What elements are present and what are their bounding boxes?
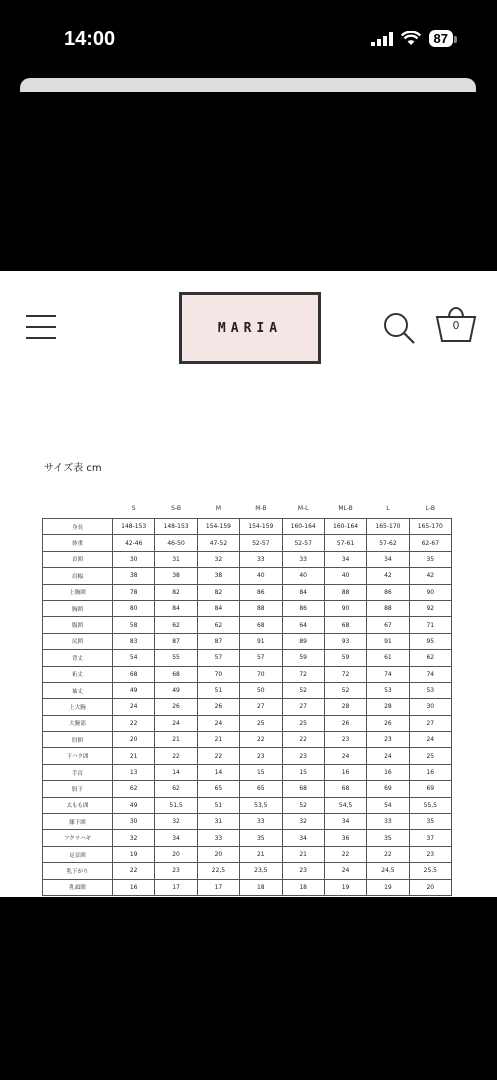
measurement-value: 68 (240, 617, 282, 633)
measurement-value: 42 (367, 568, 409, 584)
measurement-label: 身長 (43, 519, 113, 535)
measurement-value: 57-61 (324, 535, 366, 551)
measurement-label: 肩幅 (43, 568, 113, 584)
measurement-value: 65 (240, 781, 282, 797)
table-row (43, 863, 452, 879)
measurement-value: 22 (282, 732, 324, 748)
measurement-value: 57 (240, 650, 282, 666)
measurement-value: 54 (113, 650, 155, 666)
table-row (43, 830, 452, 846)
table-row (43, 764, 452, 780)
measurement-value: 93 (324, 633, 366, 649)
measurement-value: 32 (197, 551, 239, 567)
measurement-value: 88 (240, 600, 282, 616)
web-page (0, 271, 497, 897)
table-row (43, 650, 452, 666)
measurement-value: 21 (155, 732, 197, 748)
measurement-value: 13 (113, 764, 155, 780)
measurement-value: 32 (155, 814, 197, 830)
measurement-value: 90 (409, 584, 451, 600)
table-row (43, 568, 452, 584)
measurement-value: 33 (282, 551, 324, 567)
measurement-value: 49 (113, 797, 155, 813)
measurement-value: 74 (409, 666, 451, 682)
battery-indicator: 87 (429, 30, 453, 47)
table-row (43, 584, 452, 600)
measurement-value: 95 (409, 633, 451, 649)
measurement-label: 袖丈 (43, 682, 113, 698)
measurement-value: 82 (155, 584, 197, 600)
measurement-value: 59 (324, 650, 366, 666)
measurement-value: 22 (324, 846, 366, 862)
measurement-value: 62 (155, 617, 197, 633)
size-table-body (43, 519, 452, 896)
measurement-value: 17 (155, 879, 197, 895)
measurement-value: 40 (324, 568, 366, 584)
measurement-value: 62-67 (409, 535, 451, 551)
sheet-handle-area (20, 78, 476, 92)
measurement-value: 92 (409, 600, 451, 616)
measurement-value: 83 (113, 633, 155, 649)
measurement-label: 裄丈 (43, 666, 113, 682)
measurement-value: 14 (155, 764, 197, 780)
measurement-value: 58 (113, 617, 155, 633)
measurement-value: 55 (155, 650, 197, 666)
table-row (43, 666, 452, 682)
measurement-value: 68 (113, 666, 155, 682)
measurement-value: 38 (197, 568, 239, 584)
measurement-value: 160-164 (324, 519, 366, 535)
measurement-value: 154-159 (240, 519, 282, 535)
measurement-value: 24 (113, 699, 155, 715)
measurement-value: 21 (113, 748, 155, 764)
measurement-value: 46-50 (155, 535, 197, 551)
measurement-value: 62 (113, 781, 155, 797)
measurement-label: 肘囲 (43, 732, 113, 748)
measurement-value: 74 (367, 666, 409, 682)
measurement-value: 68 (324, 617, 366, 633)
status-icons (371, 30, 453, 47)
measurement-value: 25 (409, 748, 451, 764)
measurement-label: 背丈 (43, 650, 113, 666)
measurement-value: 57 (197, 650, 239, 666)
measurement-label: 体重 (43, 535, 113, 551)
measurement-value: 30 (113, 814, 155, 830)
measurement-value: 88 (367, 600, 409, 616)
measurement-value: 47-52 (197, 535, 239, 551)
table-row (43, 699, 452, 715)
table-row (43, 846, 452, 862)
measurement-label: フクラハギ (43, 830, 113, 846)
table-row (43, 748, 452, 764)
measurement-value: 31 (155, 551, 197, 567)
measurement-value: 82 (197, 584, 239, 600)
measurement-value: 27 (282, 699, 324, 715)
measurement-value: 68 (282, 781, 324, 797)
table-row (43, 600, 452, 616)
measurement-value: 72 (324, 666, 366, 682)
size-column-header: S (131, 504, 136, 512)
measurement-value: 22 (155, 748, 197, 764)
measurement-value: 23 (409, 846, 451, 862)
measurement-value: 16 (367, 764, 409, 780)
measurement-value: 53 (367, 682, 409, 698)
measurement-label: 乳下がり (43, 863, 113, 879)
measurement-value: 14 (197, 764, 239, 780)
size-column-header: M-B (255, 504, 267, 512)
measurement-value: 69 (409, 781, 451, 797)
measurement-value: 88 (324, 584, 366, 600)
measurement-value: 68 (324, 781, 366, 797)
measurement-value: 91 (367, 633, 409, 649)
measurement-value: 59 (282, 650, 324, 666)
measurement-value: 34 (324, 551, 366, 567)
menu-icon-bar (26, 326, 56, 328)
measurement-value: 34 (282, 830, 324, 846)
measurement-value: 22 (197, 748, 239, 764)
table-row (43, 814, 452, 830)
measurement-value: 22 (113, 715, 155, 731)
measurement-value: 55,5 (409, 797, 451, 813)
measurement-value: 30 (113, 551, 155, 567)
measurement-value: 50 (240, 682, 282, 698)
measurement-value: 33 (240, 551, 282, 567)
size-table-head (43, 498, 452, 519)
measurement-value: 34 (155, 830, 197, 846)
measurement-value: 87 (155, 633, 197, 649)
cart-count: 0 (452, 319, 460, 332)
measurement-value: 62 (197, 617, 239, 633)
measurement-value: 21 (282, 846, 324, 862)
measurement-value: 16 (324, 764, 366, 780)
measurement-value: 18 (240, 879, 282, 895)
measurement-label: 首囲 (43, 551, 113, 567)
table-row (43, 617, 452, 633)
size-table-corner (43, 498, 113, 519)
measurement-value: 25 (282, 715, 324, 731)
measurement-value: 34 (367, 551, 409, 567)
measurement-value: 38 (113, 568, 155, 584)
measurement-value: 165-170 (367, 519, 409, 535)
measurement-value: 70 (197, 666, 239, 682)
measurement-value: 22 (367, 846, 409, 862)
measurement-value: 24,5 (367, 863, 409, 879)
measurement-value: 25 (240, 715, 282, 731)
menu-icon-bar (26, 337, 56, 339)
table-row (43, 879, 452, 895)
measurement-value: 36 (324, 830, 366, 846)
measurement-value: 71 (409, 617, 451, 633)
measurement-value: 52 (282, 797, 324, 813)
measurement-value: 51 (197, 797, 239, 813)
measurement-value: 49 (113, 682, 155, 698)
status-bar (0, 0, 497, 80)
brand-logo-text: MARIA (217, 320, 283, 336)
measurement-value: 52 (282, 682, 324, 698)
measurement-label: 上胸囲 (43, 584, 113, 600)
measurement-value: 33 (367, 814, 409, 830)
measurement-value: 16 (113, 879, 155, 895)
measurement-value: 42 (409, 568, 451, 584)
measurement-value: 53 (409, 682, 451, 698)
measurement-value: 69 (367, 781, 409, 797)
measurement-value: 84 (197, 600, 239, 616)
measurement-label: 膝下囲 (43, 814, 113, 830)
measurement-value: 20 (113, 732, 155, 748)
measurement-value: 53,5 (240, 797, 282, 813)
table-row (43, 781, 452, 797)
brand-logo[interactable] (179, 292, 321, 364)
measurement-label: 股下 (43, 781, 113, 797)
measurement-value: 26 (367, 715, 409, 731)
measurement-value: 24 (324, 863, 366, 879)
measurement-value: 90 (324, 600, 366, 616)
search-icon[interactable] (382, 311, 416, 345)
measurement-value: 16 (409, 764, 451, 780)
measurement-value: 17 (197, 879, 239, 895)
measurement-value: 148-153 (113, 519, 155, 535)
measurement-value: 22 (113, 863, 155, 879)
measurement-label: 足首囲 (43, 846, 113, 862)
measurement-label: 大腕部 (43, 715, 113, 731)
size-column-header: M (215, 504, 222, 512)
menu-button[interactable] (26, 315, 56, 339)
measurement-value: 27 (409, 715, 451, 731)
measurement-value: 25,5 (409, 863, 451, 879)
measurement-value: 34 (324, 814, 366, 830)
measurement-value: 19 (324, 879, 366, 895)
measurement-value: 86 (282, 600, 324, 616)
measurement-value: 35 (240, 830, 282, 846)
measurement-value: 26 (324, 715, 366, 731)
measurement-value: 24 (155, 715, 197, 731)
menu-icon-bar (26, 315, 56, 317)
measurement-value: 21 (197, 732, 239, 748)
measurement-value: 61 (367, 650, 409, 666)
measurement-value: 24 (367, 748, 409, 764)
measurement-value: 62 (409, 650, 451, 666)
measurement-value: 87 (197, 633, 239, 649)
measurement-value: 35 (367, 830, 409, 846)
measurement-value: 20 (155, 846, 197, 862)
measurement-value: 51,5 (155, 797, 197, 813)
measurement-value: 65 (197, 781, 239, 797)
measurement-value: 160-164 (282, 519, 324, 535)
measurement-value: 27 (240, 699, 282, 715)
wifi-icon (401, 31, 421, 46)
measurement-label: 手首 (43, 764, 113, 780)
measurement-value: 20 (197, 846, 239, 862)
measurement-value: 54 (367, 797, 409, 813)
measurement-value: 165-170 (409, 519, 451, 535)
measurement-value: 91 (240, 633, 282, 649)
measurement-value: 23,5 (240, 863, 282, 879)
measurement-value: 28 (367, 699, 409, 715)
table-row (43, 797, 452, 813)
measurement-label: 胸囲 (43, 600, 113, 616)
measurement-value: 33 (240, 814, 282, 830)
measurement-label: 乳頭間 (43, 879, 113, 895)
table-row (43, 535, 452, 551)
measurement-value: 24 (324, 748, 366, 764)
cellular-signal-icon (371, 32, 393, 46)
measurement-value: 86 (367, 584, 409, 600)
measurement-value: 20 (409, 879, 451, 895)
measurement-value: 23 (240, 748, 282, 764)
measurement-value: 51 (197, 682, 239, 698)
measurement-value: 30 (409, 699, 451, 715)
measurement-label: 下ハク囲 (43, 748, 113, 764)
measurement-label: 腹囲 (43, 617, 113, 633)
table-row (43, 633, 452, 649)
measurement-value: 32 (282, 814, 324, 830)
size-column-header: S-B (171, 504, 181, 512)
measurement-value: 40 (282, 568, 324, 584)
measurement-value: 23 (282, 863, 324, 879)
measurement-value: 148-153 (155, 519, 197, 535)
measurement-value: 89 (282, 633, 324, 649)
table-row (43, 682, 452, 698)
measurement-value: 33 (197, 830, 239, 846)
measurement-value: 86 (240, 584, 282, 600)
measurement-value: 35 (409, 551, 451, 567)
measurement-value: 42-46 (113, 535, 155, 551)
measurement-value: 23 (367, 732, 409, 748)
size-table-caption: サイズ表 cm (44, 463, 102, 474)
size-column-header: L-B (425, 504, 435, 512)
measurement-value: 72 (282, 666, 324, 682)
measurement-value: 24 (197, 715, 239, 731)
measurement-value: 68 (155, 666, 197, 682)
measurement-label: 上大腕 (43, 699, 113, 715)
table-row (43, 715, 452, 731)
table-row (43, 551, 452, 567)
measurement-value: 23 (155, 863, 197, 879)
measurement-label: 太もも囲 (43, 797, 113, 813)
measurement-value: 80 (113, 600, 155, 616)
measurement-value: 52-57 (282, 535, 324, 551)
size-table (42, 498, 452, 896)
measurement-value: 49 (155, 682, 197, 698)
measurement-value: 64 (282, 617, 324, 633)
measurement-value: 15 (282, 764, 324, 780)
measurement-value: 19 (113, 846, 155, 862)
measurement-value: 52 (324, 682, 366, 698)
measurement-value: 23 (324, 732, 366, 748)
measurement-value: 67 (367, 617, 409, 633)
measurement-label: 尻囲 (43, 633, 113, 649)
table-row (43, 519, 452, 535)
measurement-value: 84 (282, 584, 324, 600)
measurement-value: 54,5 (324, 797, 366, 813)
measurement-value: 18 (282, 879, 324, 895)
measurement-value: 19 (367, 879, 409, 895)
measurement-value: 23 (282, 748, 324, 764)
measurement-value: 21 (240, 846, 282, 862)
measurement-value: 84 (155, 600, 197, 616)
measurement-value: 31 (197, 814, 239, 830)
measurement-value: 37 (409, 830, 451, 846)
measurement-value: 62 (155, 781, 197, 797)
size-table-header-row (43, 498, 452, 519)
status-time: 14:00 (64, 28, 116, 50)
measurement-value: 57-62 (367, 535, 409, 551)
measurement-value: 22,5 (197, 863, 239, 879)
measurement-value: 32 (113, 830, 155, 846)
measurement-value: 15 (240, 764, 282, 780)
measurement-value: 26 (197, 699, 239, 715)
measurement-value: 35 (409, 814, 451, 830)
measurement-value: 24 (409, 732, 451, 748)
measurement-value: 40 (240, 568, 282, 584)
measurement-value: 38 (155, 568, 197, 584)
size-column-header: L (386, 504, 390, 512)
measurement-value: 70 (240, 666, 282, 682)
measurement-value: 22 (240, 732, 282, 748)
table-row (43, 732, 452, 748)
size-column-header: M-L (297, 504, 309, 512)
size-column-header: ML-B (338, 504, 353, 512)
measurement-value: 154-159 (197, 519, 239, 535)
cart-button[interactable] (434, 305, 478, 343)
measurement-value: 26 (155, 699, 197, 715)
measurement-value: 28 (324, 699, 366, 715)
measurement-value: 78 (113, 584, 155, 600)
measurement-value: 52-57 (240, 535, 282, 551)
